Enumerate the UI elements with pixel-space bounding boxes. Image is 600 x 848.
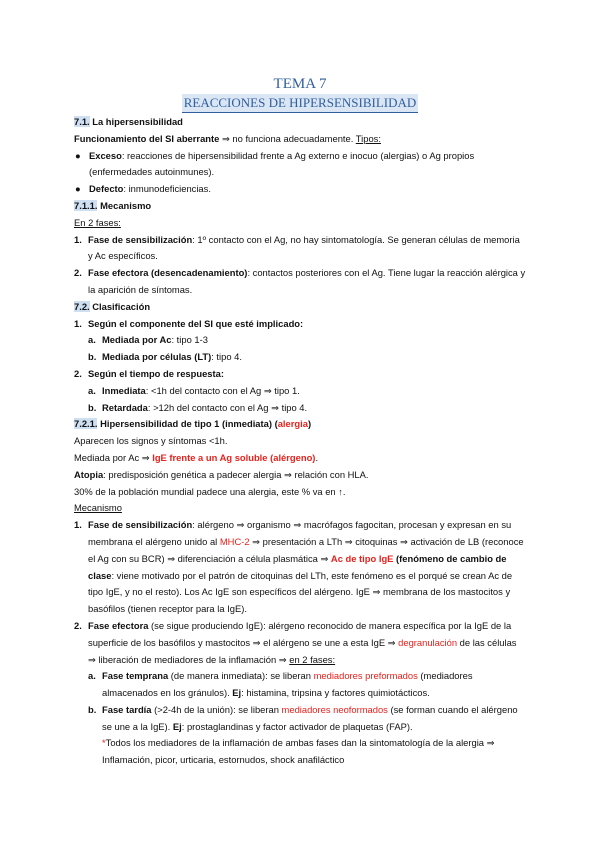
note-text: Todos los mediadores de la inflamación de ambas fases dan la sintomatología de la alergia ⇒ Inflamación, picor, urticaria, estornudos, shock anafiláctico [102,737,495,766]
list-item [74,517,526,618]
func-label: Funcionamiento del SI aberrante [74,132,220,144]
item-text: : [300,317,304,329]
red-text-run: IgE frente a un Ag soluble (alérgeno) [152,451,316,463]
section-number: 7.2. [74,300,90,312]
list-number: 2. [74,267,82,279]
list-number: 1. [74,317,82,329]
list-number: 1. [74,519,82,531]
func-text: ⇒ no funciona adecuadamente. [219,132,356,144]
bullet-exceso [74,148,526,182]
item-label: Fase temprana [102,670,169,682]
subtitle-wrap [74,94,526,113]
red-text-run: degranulación [398,636,458,648]
text-run: (>2-4h de la unión): se liberan [151,703,282,715]
text-run: . [315,451,319,463]
item-label: Fase de sensibilización [88,519,193,531]
red-text-run: MHC-2 [219,535,250,547]
bold-text-run: (fenómeno de cambio de clase [88,552,507,581]
section-number: 7.1. [74,116,90,127]
item-text: : >12h del contacto con el Ag ⇒ tipo 4. [147,401,308,413]
section-7-1-1-heading [74,198,526,215]
paragraph [74,467,526,484]
list-letter: b. [88,351,97,363]
list-letter: b. [88,401,97,413]
item-text: : tipo 4. [211,351,242,363]
sub-list-item [74,332,526,349]
section-title: Hipersensibilidad de tipo 1 (inmediata) ( [100,418,278,430]
red-text-run: mediadores preformados [313,670,418,682]
sub-list-item [74,349,526,366]
item-label: Inmediata [102,384,146,396]
list-item [74,316,526,333]
bullet-icon: ● [75,149,81,161]
section-7-2-heading [74,299,526,316]
text-run: (se sigue produciendo IgE): alérgeno reconocido de manera específica por la IgE de la superficie de los basófilos y mastocitos ⇒ el alérgeno se une a esta IgE ⇒ [88,619,512,648]
ej-label: Ej [172,720,182,732]
item-label: Retardada [102,401,148,413]
note [74,735,526,769]
atopia-label: Atopia [74,468,104,480]
mecanismo-label: Mecanismo [74,502,122,514]
bullet-label: Exceso [89,149,122,161]
sub-list-item [74,668,526,702]
text-run: (se forman cuando el alérgeno se une a la IgE). [102,703,518,732]
list-number: 2. [74,367,82,379]
item-label: Mediada por Ac [102,334,172,346]
list-item [74,232,526,266]
item-text: : tipo 1-3 [171,334,208,346]
text-run: Mediada por Ac ⇒ [74,451,153,463]
item-text: : <1h del contacto con el Ag ⇒ tipo 1. [145,384,300,396]
document-subtitle: REACCIONES DE HIPERSENSIBILIDAD [182,94,419,113]
text-run: : prostaglandinas y factor activador de plaquetas (FAP). [181,720,413,732]
text-run: : histamina, tripsina y factores quimiotácticos. [241,687,430,699]
bullet-label: Defecto [89,183,124,195]
bullet-text: : inmunodeficiencias. [123,183,211,195]
func-line [74,131,526,148]
list-number: 2. [74,619,82,631]
sub-list-item [74,383,526,400]
section-title: Clasificación [92,300,151,312]
paragraph: 30% de la población mundial padece una alergia, este % va en ↑. [74,485,346,497]
red-text-run: Ac de tipo IgE [330,552,394,564]
item-label: Fase de sensibilización [88,233,193,245]
section-title-red: alergia [277,418,308,430]
list-item [74,618,526,668]
item-text: : [220,367,224,379]
bullet-defecto [74,181,526,198]
bullet-text: : reacciones de hipersensibilidad frente a Ag externo e inocuo (alergias) o Ag propios (enfermedades autoinmunes). [89,149,475,178]
asterisk: * [102,737,106,749]
item-text: : 1º contacto con el Ag, no hay sintomatología. Se generan células de memoria y Ac específicos. [88,233,520,262]
paragraph: Aparecen los signos y síntomas <1h. [74,435,228,447]
ej-label: Ej [232,687,242,699]
sub-list-item [74,702,526,736]
bullet-icon: ● [75,183,81,195]
item-label: Fase efectora [88,619,149,631]
fases-label: En 2 fases: [74,216,121,228]
text-run: (mediadores almacenados en los gránulos). [102,670,473,699]
section-number: 7.2.1. [74,418,98,430]
section-number: 7.1.1. [74,199,98,211]
section-7-1-heading [74,114,526,131]
item-label: Según el tiempo de respuesta [88,367,221,379]
list-item [74,366,526,383]
paragraph [74,450,526,467]
tipos-label: Tipos: [355,132,381,144]
section-title: Mecanismo [100,199,152,211]
item-label: Según el componente del SI que esté implicado [88,317,301,329]
item-label: Fase tardía [102,703,152,715]
list-item [74,265,526,299]
text-run: : predisposición genética a padecer alergia ⇒ relación con HLA. [103,468,369,480]
sub-list-item [74,400,526,417]
red-text-run: mediadores neoformados [281,703,388,715]
text-run: : viene motivado por el patrón de citoquinas del LTh, este fenómeno es el porqué se crean Ac de tipo IgE, y no el resto). Los Ac IgE son específicos del alérgeno. IgE ⇒ membrana de los mastocitos y basófilos (tienen receptor para la IgE). [88,569,513,615]
list-number: 1. [74,233,82,245]
list-letter: a. [88,670,96,682]
text-run: de las células ⇒ liberación de mediadores de la inflamación ⇒ [88,636,517,665]
text-run: ⇒ presentación a LTh ⇒ citoquinas ⇒ activación de LB (reconoce el Ag con su BCR) ⇒ diferenciación a célula plasmática ⇒ [88,535,524,564]
list-letter: a. [88,334,96,346]
item-label: Fase efectora (desencadenamiento) [88,267,248,279]
item-label: Mediada por células (LT) [102,351,212,363]
document-title: TEMA 7 [273,76,327,92]
section-7-2-1-heading [74,416,526,433]
list-letter: a. [88,384,96,396]
text-run: (de manera inmediata): se liberan [168,670,314,682]
list-letter: b. [88,703,97,715]
text-run: : alérgeno ⇒ organismo ⇒ macrófagos fagocitan, procesan y expresan en su membrana el alérgeno unido al [88,519,512,547]
section-title-end: ) [307,418,312,430]
item-text: : contactos posteriores con el Ag. Tiene lugar la reacción alérgica y la aparición de síntomas. [88,267,526,295]
section-title: La hipersensibilidad [92,116,183,127]
fases-label: en 2 fases: [289,653,336,665]
